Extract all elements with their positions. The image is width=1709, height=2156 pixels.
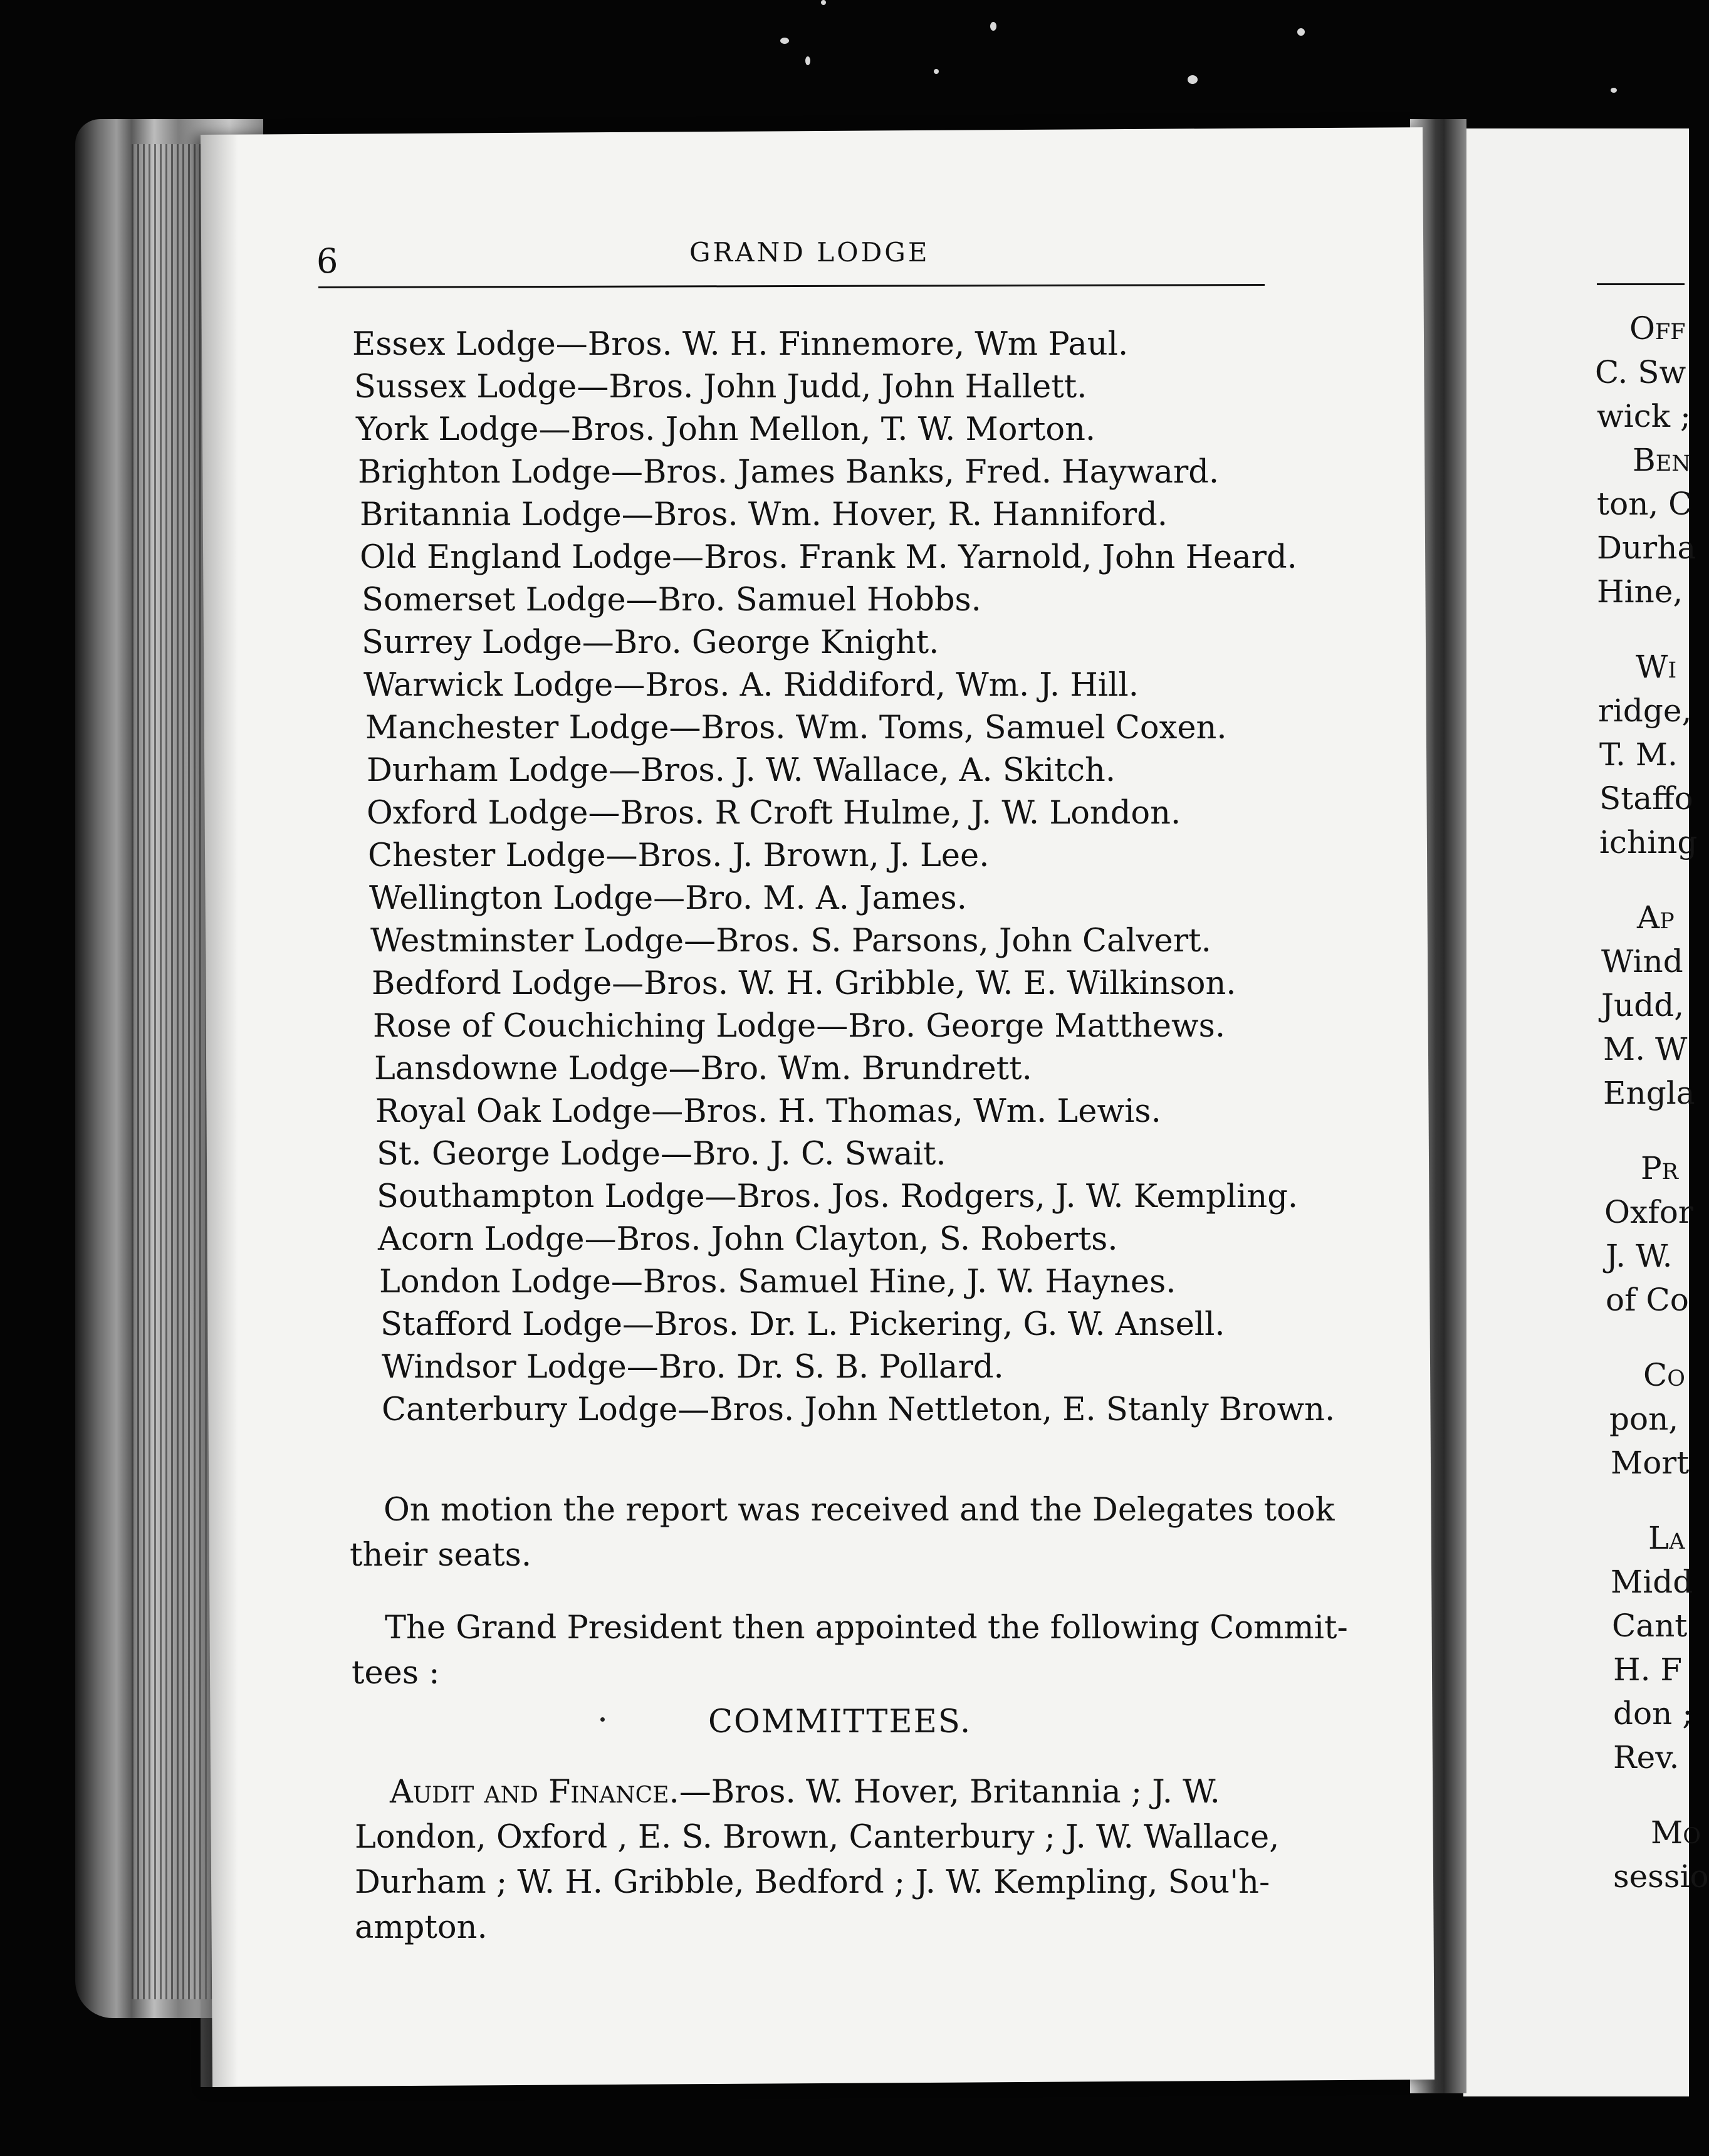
facing-page-fragment: Judd, [1601,987,1685,1023]
delegate-line: Durham Lodge—Bros. J. W. Wallace, A. Skitch. [367,752,1116,789]
dust-speck [990,22,996,31]
facing-page-fragment: ridge, [1598,693,1692,729]
delegate-line: Royal Oak Lodge—Bros. H. Thomas, Wm. Lewis. [375,1093,1161,1130]
facing-page-fragment: Midd [1611,1564,1693,1600]
facing-page-fragment: Cant [1612,1608,1688,1644]
facing-page-fragment: Off [1629,310,1686,347]
facing-page-fragment: J. W. [1606,1238,1673,1274]
dust-speck [1611,88,1617,93]
audit-finance-line: London, Oxford , E. S. Brown, Canterbury ; J. W. Wallace, [355,1819,1280,1856]
delegate-line: London Lodge—Bros. Samuel Hine, J. W. Haynes. [379,1264,1176,1300]
delegate-line: Windsor Lodge—Bro. Dr. S. B. Pollard. [382,1349,1004,1386]
facing-page-rule [1597,283,1685,285]
facing-page-fragment: iching [1599,824,1698,861]
facing-page-fragment: Hine, [1597,573,1683,610]
delegate-line: Acorn Lodge—Bros. John Clayton, S. Roberts. [378,1221,1118,1258]
motion-paragraph-line: their seats. [350,1537,532,1574]
facing-page-fragment: Mo [1651,1814,1701,1851]
dust-speck [1188,75,1198,84]
facing-page-fragment: M. W [1603,1031,1688,1067]
delegate-line: York Lodge—Bros. John Mellon, T. W. Morton. [356,411,1096,448]
dust-speck [780,38,789,44]
running-head: GRAND LODGE [689,237,930,268]
delegate-line: Oxford Lodge—Bros. R Croft Hulme, J. W. London. [367,795,1181,832]
facing-page-fragment: of Co [1606,1282,1689,1318]
facing-page-fragment: Ben [1633,442,1691,478]
delegate-line: St. George Lodge—Bro. J. C. Swait. [377,1136,946,1173]
delegate-line: Wellington Lodge—Bro. M. A. James. [369,880,967,917]
ink-dot [600,1717,605,1722]
facing-page-fragment: pon, [1609,1401,1679,1437]
delegate-line: Warwick Lodge—Bros. A. Riddiford, Wm. J. Hill. [363,667,1139,704]
facing-page-fragment: Wind [1601,943,1683,980]
delegate-line: Essex Lodge—Bros. W. H. Finnemore, Wm Paul. [352,326,1129,363]
motion-paragraph-line: On motion the report was received and the Delegates took [384,1492,1335,1529]
facing-page-fragment: Ap [1637,899,1675,936]
delegate-line: Bedford Lodge—Bros. W. H. Gribble, W. E. Wilkinson. [372,965,1236,1002]
facing-page-fragment: La [1648,1520,1685,1556]
page-number: 6 [316,241,338,281]
page-edge-shadow [201,135,238,2087]
dust-speck [805,56,810,65]
facing-page-fragment: Engla [1603,1075,1695,1111]
facing-page-fragment: Wi [1636,649,1677,685]
delegate-line: Old England Lodge—Bros. Frank M. Yarnold, John Heard. [360,539,1297,576]
delegate-line: Canterbury Lodge—Bros. John Nettleton, E. Stanly Brown. [382,1391,1335,1428]
audit-finance-title: Audit and Finance. [390,1774,679,1811]
facing-page-fragment: sessio [1613,1858,1709,1895]
audit-finance-line [390,1774,1220,1811]
delegate-line: Brighton Lodge—Bros. James Banks, Fred. Hayward. [358,454,1220,491]
delegate-line: Southampton Lodge—Bros. Jos. Rodgers, J. W. Kempling. [377,1178,1299,1215]
delegate-line: Sussex Lodge—Bros. John Judd, John Hallett. [354,369,1087,406]
delegate-line: Britannia Lodge—Bros. Wm. Hover, R. Hanniford. [360,496,1168,533]
committees-heading: COMMITTEES. [708,1703,972,1740]
facing-page-fragment: ton, C [1597,486,1693,522]
delegate-line: Rose of Couchiching Lodge—Bro. George Matthews. [373,1008,1226,1045]
president-paragraph-line: tees : [352,1655,440,1692]
facing-page-fragment: Mort [1611,1445,1690,1481]
facing-page-fragment: don ; [1613,1695,1693,1732]
facing-page-fragment: Pr [1641,1150,1678,1186]
facing-page-fragment: wick ; [1597,398,1691,434]
president-paragraph-line: The Grand President then appointed the following Commit- [385,1609,1348,1646]
facing-page-fragment: H. F [1613,1651,1683,1688]
delegate-line: Somerset Lodge—Bro. Samuel Hobbs. [362,582,981,619]
facing-page-fragment: C. Sw [1595,354,1686,390]
dust-speck [1297,28,1305,36]
facing-page-fragment: Co [1643,1357,1685,1393]
delegate-line: Manchester Lodge—Bros. Wm. Toms, Samuel Coxen. [365,709,1227,746]
audit-finance-text: —Bros. W. Hover, Britannia ; J. W. [679,1774,1220,1811]
delegate-line: Surrey Lodge—Bro. George Knight. [362,624,939,661]
facing-page-fragment: Staffo [1599,780,1693,817]
delegate-line: Lansdowne Lodge—Bro. Wm. Brundrett. [374,1050,1032,1087]
facing-page-fragment: Durha [1597,530,1696,566]
audit-finance-line: ampton. [355,1909,488,1946]
dust-speck [821,0,826,5]
delegate-line: Westminster Lodge—Bros. S. Parsons, John Calvert. [370,923,1211,960]
audit-finance-line: Durham ; W. H. Gribble, Bedford ; J. W. Kempling, Sou'h- [355,1864,1270,1901]
facing-page-fragment: T. M. [1599,736,1678,773]
delegate-line: Stafford Lodge—Bros. Dr. L. Pickering, G. W. Ansell. [380,1306,1225,1343]
facing-page-fragment: Oxfor [1604,1194,1693,1230]
facing-page-fragment: Rev. [1613,1739,1680,1776]
dust-speck [934,69,939,74]
delegate-line: Chester Lodge—Bros. J. Brown, J. Lee. [368,837,990,874]
